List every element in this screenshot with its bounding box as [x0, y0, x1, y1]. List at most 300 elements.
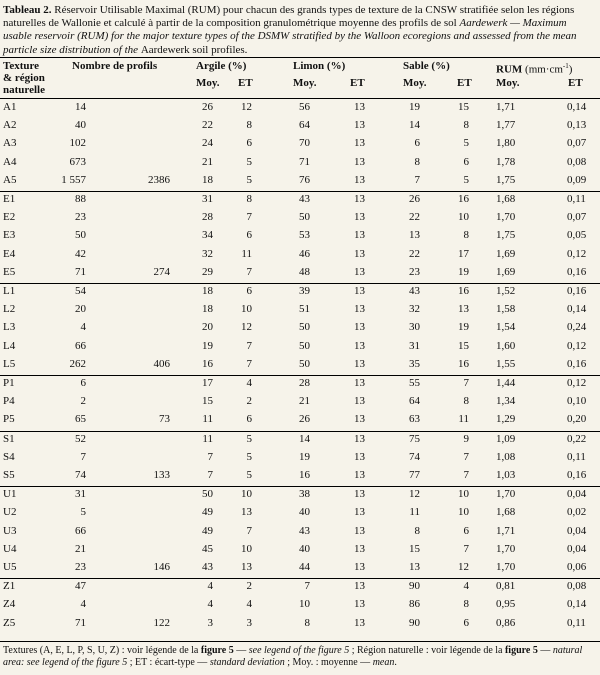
profiles-count-cell: 7: [80, 450, 86, 463]
sable-et-cell: 9: [463, 432, 469, 445]
group-total-cell: 122: [153, 616, 170, 629]
argile-et-cell: 7: [246, 339, 252, 352]
rum-et-cell: 0,10: [567, 395, 587, 408]
footnote-figure-ref-1: figure 5: [200, 645, 234, 656]
profiles-count-cell: 54: [75, 285, 86, 297]
limon-et-cell: 13: [354, 303, 365, 316]
sable-moy-cell: 8: [414, 155, 420, 168]
argile-et-cell: 11: [241, 247, 252, 260]
profiles-count-cell: 40: [75, 119, 86, 132]
caption-label: Tableau 2.: [3, 4, 52, 16]
table-caption: [3, 4, 597, 57]
argile-moy-cell: 11: [202, 432, 213, 445]
argile-moy-cell: 21: [202, 155, 213, 168]
sable-et-cell: 7: [463, 377, 469, 389]
limon-moy-cell: 50: [299, 321, 310, 334]
argile-moy-cell: 7: [207, 450, 213, 463]
argile-et-cell: 10: [241, 488, 252, 501]
argile-moy-cell: 49: [202, 506, 213, 519]
limon-et-cell: 13: [354, 469, 365, 481]
sable-moy-cell: 14: [409, 119, 420, 132]
sable-et-cell: 5: [463, 173, 469, 186]
sable-moy-cell: 13: [409, 561, 420, 573]
argile-et-cell: 8: [246, 193, 252, 205]
sable-moy-cell: 75: [409, 432, 420, 445]
limon-et-cell: 13: [354, 137, 365, 150]
rum-moy-cell: 1,69: [496, 265, 516, 278]
limon-et-cell: 13: [354, 193, 365, 205]
profiles-count-cell: 23: [75, 211, 86, 224]
group-total-cell: 73: [159, 413, 170, 426]
argile-et-cell: 10: [241, 542, 252, 555]
group-separator: [0, 578, 600, 579]
sable-et-cell: 15: [458, 339, 469, 352]
sable-et-cell: 8: [463, 119, 469, 132]
sable-moy-cell: 55: [409, 377, 420, 389]
limon-et-cell: 13: [354, 211, 365, 224]
header-sable: Sable (%): [403, 60, 450, 72]
argile-et-cell: 7: [246, 524, 252, 537]
limon-moy-cell: 56: [299, 101, 310, 113]
limon-moy-cell: 46: [299, 247, 310, 260]
texture-cell: L5: [3, 357, 16, 370]
header-rum-close: ): [568, 63, 573, 76]
argile-moy-cell: 22: [202, 119, 213, 132]
argile-moy-cell: 32: [202, 247, 213, 260]
sable-et-cell: 12: [458, 561, 469, 573]
footnote-part-7: .: [394, 657, 397, 668]
profiles-count-cell: 66: [75, 339, 86, 352]
texture-cell: U2: [3, 506, 17, 519]
limon-moy-cell: 76: [299, 173, 310, 186]
header-rum-moy: Moy.: [496, 77, 520, 89]
group-total-cell: 146: [153, 561, 170, 573]
limon-et-cell: 13: [354, 247, 365, 260]
sable-et-cell: 6: [463, 616, 469, 629]
texture-cell: Z4: [3, 598, 16, 611]
texture-cell: A4: [3, 155, 17, 168]
footnote-part-2: —: [233, 645, 249, 656]
rum-moy-cell: 1,70: [496, 211, 516, 224]
limon-moy-cell: 50: [299, 339, 310, 352]
sable-et-cell: 6: [463, 524, 469, 537]
sable-moy-cell: 11: [409, 506, 420, 519]
limon-et-cell: 13: [354, 321, 365, 334]
footnote-figure-ref-4: figure 5: [96, 657, 128, 668]
rum-et-cell: 0,14: [567, 598, 587, 611]
profiles-count-cell: 4: [80, 598, 86, 611]
limon-moy-cell: 48: [299, 265, 310, 278]
argile-et-cell: 13: [241, 506, 252, 519]
sable-et-cell: 16: [458, 193, 469, 205]
limon-moy-cell: 16: [299, 469, 310, 481]
argile-moy-cell: 19: [202, 339, 213, 352]
rum-moy-cell: 1,69: [496, 247, 516, 260]
limon-moy-cell: 40: [299, 542, 310, 555]
profiles-count-cell: 102: [69, 137, 86, 150]
sable-moy-cell: 12: [409, 488, 420, 501]
rum-moy-cell: 0,81: [496, 580, 516, 593]
argile-et-cell: 2: [246, 395, 252, 408]
argile-moy-cell: 16: [202, 357, 213, 370]
header-limon: Limon (%): [293, 60, 346, 72]
argile-moy-cell: 15: [202, 395, 213, 408]
sable-moy-cell: 86: [409, 598, 420, 611]
limon-et-cell: 13: [354, 561, 365, 573]
caption-fr-text: Réservoir Utilisable Maximal (RUM) pour chacun des grands types de texture de la CNSW stratifiée selon les régions naturelles de Wallonie et calculé à partir de la composition granulométrique moyenne des profils de sol: [3, 4, 575, 30]
rum-moy-cell: 1,58: [496, 303, 516, 316]
sable-moy-cell: 22: [409, 211, 420, 224]
rum-moy-cell: 1,09: [496, 432, 516, 445]
sable-et-cell: 15: [458, 101, 469, 113]
rum-et-cell: 0,12: [567, 339, 587, 352]
rum-moy-cell: 1,55: [496, 357, 516, 370]
texture-cell: P4: [3, 395, 15, 408]
caption-en-end: Aardewerk soil profiles: [140, 43, 245, 56]
header-limon-et: ET: [350, 77, 365, 89]
rum-et-cell: 0,11: [567, 616, 586, 629]
texture-cell: S4: [3, 450, 15, 463]
texture-cell: E5: [3, 265, 16, 278]
limon-moy-cell: 10: [299, 598, 310, 611]
footnote-part-3: ; Région naturelle : voir légende de la: [349, 645, 505, 656]
argile-moy-cell: 34: [202, 229, 213, 242]
argile-et-cell: 7: [246, 357, 252, 370]
rum-et-cell: 0,08: [567, 580, 587, 593]
argile-moy-cell: 18: [202, 173, 213, 186]
profiles-count-cell: 66: [75, 524, 86, 537]
argile-et-cell: 12: [241, 321, 252, 334]
header-texture: Texture: [3, 60, 40, 72]
bottom-rule: [0, 641, 600, 642]
sable-moy-cell: 31: [409, 339, 420, 352]
rum-moy-cell: 1,70: [496, 561, 516, 573]
limon-et-cell: 13: [354, 357, 365, 370]
argile-moy-cell: 20: [202, 321, 213, 334]
rum-moy-cell: 1,60: [496, 339, 516, 352]
header-sable-et: ET: [457, 77, 472, 89]
rum-et-cell: 0,06: [567, 561, 587, 573]
sable-moy-cell: 90: [409, 580, 420, 593]
argile-et-cell: 4: [246, 598, 252, 611]
limon-et-cell: 13: [354, 377, 365, 389]
table-footnote: [3, 645, 597, 669]
argile-et-cell: 6: [246, 137, 252, 150]
profiles-count-cell: 50: [75, 229, 86, 242]
rum-et-cell: 0,16: [567, 265, 587, 278]
rum-et-cell: 0,16: [567, 357, 587, 370]
rum-moy-cell: 1,44: [496, 377, 516, 389]
sable-et-cell: 10: [458, 488, 469, 501]
rum-moy-cell: 1,77: [496, 119, 516, 132]
profiles-count-cell: 88: [75, 193, 86, 205]
limon-et-cell: 13: [354, 155, 365, 168]
rum-moy-cell: 1,71: [496, 524, 516, 537]
texture-cell: S5: [3, 469, 15, 481]
rum-moy-cell: 1,68: [496, 506, 516, 519]
profiles-count-cell: 47: [75, 580, 86, 593]
rum-et-cell: 0,11: [567, 193, 586, 205]
sable-moy-cell: 23: [409, 265, 420, 278]
group-separator: [0, 486, 600, 487]
argile-et-cell: 7: [246, 211, 252, 224]
texture-cell: E2: [3, 211, 16, 224]
texture-cell: E3: [3, 229, 16, 242]
sable-et-cell: 17: [458, 247, 469, 260]
profiles-count-cell: 71: [75, 265, 86, 278]
argile-et-cell: 2: [246, 580, 252, 593]
header-naturelle: naturelle: [3, 84, 45, 96]
argile-moy-cell: 49: [202, 524, 213, 537]
profiles-count-cell: 74: [75, 469, 86, 481]
limon-et-cell: 13: [354, 450, 365, 463]
group-separator: [0, 283, 600, 284]
sable-moy-cell: 30: [409, 321, 420, 334]
argile-et-cell: 5: [246, 173, 252, 186]
texture-cell: U5: [3, 561, 17, 573]
caption-final: .: [244, 43, 248, 56]
limon-et-cell: 13: [354, 119, 365, 132]
argile-et-cell: 6: [246, 413, 252, 426]
argile-et-cell: 10: [241, 303, 252, 316]
texture-cell: Z1: [3, 580, 16, 593]
argile-et-cell: 5: [246, 469, 252, 481]
argile-et-cell: 3: [246, 616, 252, 629]
limon-moy-cell: 43: [299, 524, 310, 537]
header-region: & région: [3, 72, 45, 84]
limon-et-cell: 13: [354, 580, 365, 593]
sable-moy-cell: 7: [414, 173, 420, 186]
profiles-count-cell: 42: [75, 247, 86, 260]
sable-moy-cell: 13: [409, 229, 420, 242]
caption-fr-end: Aardewerk: [459, 17, 508, 30]
rum-moy-cell: 1,75: [496, 173, 516, 186]
limon-moy-cell: 50: [299, 357, 310, 370]
rum-moy-cell: 0,95: [496, 598, 516, 611]
profiles-count-cell: 21: [75, 542, 86, 555]
sable-moy-cell: 8: [414, 524, 420, 537]
profiles-count-cell: 6: [80, 377, 86, 389]
rum-et-cell: 0,08: [567, 155, 587, 168]
profiles-count-cell: 2: [80, 395, 86, 408]
limon-moy-cell: 51: [299, 303, 310, 316]
sable-et-cell: 16: [458, 357, 469, 370]
argile-moy-cell: 3: [207, 616, 213, 629]
limon-moy-cell: 40: [299, 506, 310, 519]
rum-et-cell: 0,05: [567, 229, 587, 242]
header-rum-unit: (mm·cm: [525, 63, 563, 76]
limon-moy-cell: 50: [299, 211, 310, 224]
argile-moy-cell: 43: [202, 561, 213, 573]
rum-moy-cell: 1,08: [496, 450, 516, 463]
argile-moy-cell: 11: [202, 413, 213, 426]
footnote-part-2-italic: see legend of the: [248, 645, 319, 656]
sable-et-cell: 8: [463, 598, 469, 611]
sable-moy-cell: 64: [409, 395, 420, 408]
sable-et-cell: 16: [458, 285, 469, 297]
limon-et-cell: 13: [354, 339, 365, 352]
profiles-count-cell: 71: [75, 616, 86, 629]
argile-et-cell: 8: [246, 119, 252, 132]
group-separator: [0, 191, 600, 192]
header-rule: [0, 98, 600, 99]
limon-moy-cell: 44: [299, 561, 310, 573]
argile-et-cell: 5: [246, 155, 252, 168]
texture-cell: U4: [3, 542, 17, 555]
limon-et-cell: 13: [354, 395, 365, 408]
rum-et-cell: 0,04: [567, 524, 587, 537]
rum-et-cell: 0,02: [567, 506, 587, 519]
rum-et-cell: 0,14: [567, 303, 587, 316]
sable-et-cell: 4: [463, 580, 469, 593]
texture-cell: L4: [3, 339, 16, 352]
profiles-count-cell: 262: [69, 357, 86, 370]
sable-et-cell: 7: [463, 450, 469, 463]
argile-et-cell: 5: [246, 450, 252, 463]
texture-cell: A5: [3, 173, 17, 186]
texture-cell: L2: [3, 303, 16, 316]
rum-moy-cell: 1,52: [496, 285, 516, 297]
group-total-cell: 2386: [148, 173, 170, 186]
rum-et-cell: 0,24: [567, 321, 587, 334]
texture-cell: A2: [3, 119, 17, 132]
sable-et-cell: 7: [463, 542, 469, 555]
sable-moy-cell: 90: [409, 616, 420, 629]
texture-cell: P5: [3, 413, 15, 426]
profiles-count-cell: 5: [80, 506, 86, 519]
footnote-part-6-italic: mean: [372, 657, 395, 668]
header-sable-moy: Moy.: [403, 77, 427, 89]
footnote-part-6: ; Moy. : moyenne —: [284, 657, 373, 668]
limon-et-cell: 13: [354, 173, 365, 186]
rum-moy-cell: 1,54: [496, 321, 516, 334]
texture-cell: L3: [3, 321, 16, 334]
limon-et-cell: 13: [354, 285, 365, 297]
sable-moy-cell: 22: [409, 247, 420, 260]
argile-et-cell: 12: [241, 101, 252, 113]
rum-et-cell: 0,07: [567, 211, 587, 224]
texture-cell: A3: [3, 137, 17, 150]
limon-moy-cell: 70: [299, 137, 310, 150]
argile-moy-cell: 31: [202, 193, 213, 205]
limon-moy-cell: 7: [304, 580, 310, 593]
limon-moy-cell: 39: [299, 285, 310, 297]
rum-moy-cell: 1,71: [496, 101, 516, 113]
footnote-figure-ref-2: figure 5: [318, 645, 350, 656]
sable-et-cell: 5: [463, 137, 469, 150]
group-total-cell: 133: [153, 469, 170, 481]
top-rule: [0, 57, 600, 58]
header-argile: Argile (%): [196, 60, 247, 72]
rum-moy-cell: 1,70: [496, 488, 516, 501]
sable-et-cell: 19: [458, 265, 469, 278]
header-argile-et: ET: [238, 77, 253, 89]
sable-moy-cell: 35: [409, 357, 420, 370]
rum-et-cell: 0,16: [567, 469, 587, 481]
argile-moy-cell: 17: [202, 377, 213, 389]
group-separator: [0, 431, 600, 432]
rum-et-cell: 0,04: [567, 542, 587, 555]
rum-et-cell: 0,22: [567, 432, 587, 445]
limon-moy-cell: 64: [299, 119, 310, 132]
rum-moy-cell: 1,78: [496, 155, 516, 168]
header-rum-et: ET: [568, 77, 583, 89]
footnote-part-5: ; ET : écart-type —: [127, 657, 210, 668]
rum-et-cell: 0,16: [567, 285, 587, 297]
profiles-count-cell: 673: [69, 155, 86, 168]
rum-moy-cell: 1,34: [496, 395, 516, 408]
profiles-count-cell: 31: [75, 488, 86, 501]
texture-cell: L1: [3, 285, 16, 297]
sable-moy-cell: 32: [409, 303, 420, 316]
header-limon-moy: Moy.: [293, 77, 317, 89]
sable-et-cell: 8: [463, 395, 469, 408]
argile-moy-cell: 29: [202, 265, 213, 278]
limon-et-cell: 13: [354, 432, 365, 445]
sable-et-cell: 13: [458, 303, 469, 316]
argile-et-cell: 5: [246, 432, 252, 445]
argile-moy-cell: 50: [202, 488, 213, 501]
argile-moy-cell: 18: [202, 303, 213, 316]
rum-et-cell: 0,11: [567, 450, 586, 463]
header-rum-exp: -1: [562, 62, 569, 70]
limon-et-cell: 13: [354, 413, 365, 426]
sable-moy-cell: 77: [409, 469, 420, 481]
limon-et-cell: 13: [354, 265, 365, 278]
limon-moy-cell: 8: [304, 616, 310, 629]
rum-et-cell: 0,09: [567, 173, 587, 186]
footnote-part-4: —: [537, 645, 553, 656]
sable-moy-cell: 43: [409, 285, 420, 297]
footnote-part-5-italic: standard deviation: [209, 657, 285, 668]
limon-moy-cell: 14: [299, 432, 310, 445]
sable-moy-cell: 63: [409, 413, 420, 426]
footnote-part-1: Textures (A, E, L, P, S, U, Z) : voir légende de la: [3, 645, 201, 656]
header-rum-label: RUM: [496, 63, 526, 76]
rum-moy-cell: 1,03: [496, 469, 516, 481]
limon-et-cell: 13: [354, 616, 365, 629]
texture-cell: A1: [3, 101, 17, 113]
argile-et-cell: 7: [246, 265, 252, 278]
limon-moy-cell: 26: [299, 413, 310, 426]
texture-cell: S1: [3, 432, 15, 445]
limon-et-cell: 13: [354, 101, 365, 113]
caption-en-text: — Maximum usable reservoir (RUM) for the major texture types of the DSMW stratified by the Walloon ecoregions and assessed from the mean particle size distribution of the: [3, 17, 577, 56]
header-profils: Nombre de profils: [72, 60, 158, 72]
limon-moy-cell: 19: [299, 450, 310, 463]
rum-et-cell: 0,13: [567, 119, 587, 132]
texture-cell: Z5: [3, 616, 16, 629]
header-argile-moy: Moy.: [196, 77, 220, 89]
limon-moy-cell: 38: [299, 488, 310, 501]
sable-et-cell: 11: [458, 413, 469, 426]
rum-et-cell: 0,20: [567, 413, 587, 426]
rum-et-cell: 0,12: [567, 247, 587, 260]
texture-cell: E4: [3, 247, 16, 260]
argile-moy-cell: 28: [202, 211, 213, 224]
rum-moy-cell: 1,80: [496, 137, 516, 150]
profiles-count-cell: 65: [75, 413, 86, 426]
profiles-count-cell: 4: [80, 321, 86, 334]
sable-moy-cell: 15: [409, 542, 420, 555]
footnote-part-4-italic: natural area: see legend of the: [3, 645, 583, 668]
sable-et-cell: 10: [458, 211, 469, 224]
limon-moy-cell: 53: [299, 229, 310, 242]
texture-cell: U3: [3, 524, 17, 537]
rum-et-cell: 0,04: [567, 488, 587, 501]
argile-et-cell: 13: [241, 561, 252, 573]
rum-moy-cell: 1,75: [496, 229, 516, 242]
